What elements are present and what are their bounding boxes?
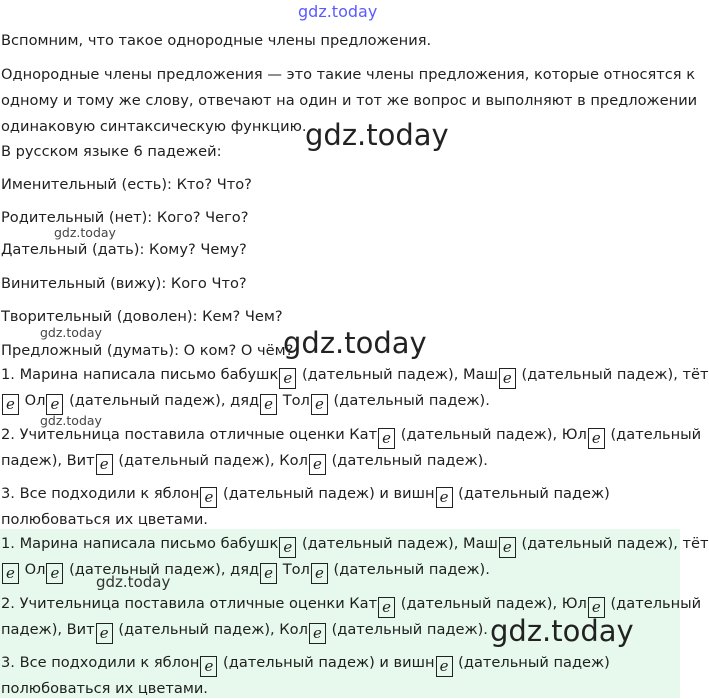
answer-letter-box: е <box>499 368 516 389</box>
answer-sentence-2-line-1: 2. Учительница поставила отличные оценки Кат е (дательный падеж), Юл е (дательный <box>1 595 702 616</box>
answer-letter-box: е <box>2 394 19 415</box>
case-nominative: Именительный (есть): Кто? Что? <box>1 176 252 193</box>
answer-letter-box: е <box>96 454 113 475</box>
answer-letter-box: е <box>311 394 328 415</box>
answer-letter-box: е <box>200 487 217 508</box>
watermark: gdz.today <box>54 225 116 240</box>
case-genitive: Родительный (нет): Кого? Чего? <box>1 209 249 226</box>
answer-letter-box: е <box>46 394 63 415</box>
watermark-top: gdz.today <box>298 2 378 21</box>
task-sentence-1-line-1: 1. Марина написала письмо бабушк е (дательный падеж), Маш е (дательный падеж), тёт <box>1 366 709 387</box>
answer-letter-box: е <box>279 368 296 389</box>
answer-letter-box: е <box>588 428 605 449</box>
watermark: gdz.today <box>283 326 427 360</box>
answer-letter-box: е <box>200 656 217 677</box>
answer-letter-box: е <box>309 623 326 644</box>
answer-letter-box: е <box>279 537 296 558</box>
answer-sentence-1-line-1: 1. Марина написала письмо бабушк е (дательный падеж), Маш е (дательный падеж), тёт <box>1 535 709 556</box>
case-accusative: Винительный (вижу): Кого Что? <box>1 275 247 292</box>
watermark: gdz.today <box>40 325 102 340</box>
task-sentence-2-line-1: 2. Учительница поставила отличные оценки Кат е (дательный падеж), Юл е (дательный <box>1 426 702 447</box>
answer-sentence-2-line-2: падеж), Вит е (дательный падеж), Кол е (дательный падеж). <box>1 621 488 642</box>
answer-sentence-1-line-2: е Ол е (дательный падеж), дяд е Тол е (дательный падеж). <box>1 560 490 584</box>
answer-letter-box: е <box>311 563 328 584</box>
task-sentence-2-line-2: падеж), Вит е (дательный падеж), Кол е (дательный падеж). <box>1 452 488 473</box>
intro-line-2: Однородные члены предложения — это такие члены предложения, которые относятся к <box>1 66 696 83</box>
watermark: gdz.today <box>305 118 449 152</box>
answer-letter-box: е <box>309 454 326 475</box>
answer-letter-box: е <box>436 487 453 508</box>
intro-line-4: одинаковую синтаксическую функцию. <box>1 118 307 135</box>
answer-letter-box: е <box>46 563 63 584</box>
watermark: gdz.today <box>490 614 634 648</box>
answer-letter-box: е <box>436 656 453 677</box>
answer-letter-box: е <box>260 394 277 415</box>
case-prepositional: Предложный (думать): О ком? О чём? <box>1 342 294 359</box>
case-instrumental: Творительный (доволен): Кем? Чем? <box>1 308 283 325</box>
answer-sentence-3-line-2: полюбоваться их цветами. <box>1 680 208 697</box>
intro-line-3: одному и тому же слову, отвечают на один и тот же вопрос и выполняют в предложении <box>1 92 698 109</box>
intro-line-5: В русском языке 6 падежей: <box>1 143 222 160</box>
answer-letter-box: е <box>378 428 395 449</box>
task-sentence-1-line-2: е Ол е (дательный падеж), дяд е Тол е (дательный падеж). <box>1 391 490 415</box>
answer-letter-box: е <box>588 597 605 618</box>
answer-sentence-3-line-1: 3. Все подходили к яблон е (дательный падеж) и вишн е (дательный падеж) <box>1 654 610 675</box>
task-sentence-3-line-1: 3. Все подходили к яблон е (дательный падеж) и вишн е (дательный падеж) <box>1 485 610 506</box>
watermark: gdz.today <box>40 413 102 428</box>
answer-letter-box: е <box>2 563 19 584</box>
answer-letter-box: е <box>378 597 395 618</box>
answer-letter-box: е <box>96 623 113 644</box>
intro-line-1: Вспомним, что такое однородные члены предложения. <box>1 32 432 49</box>
answer-letter-box: е <box>499 537 516 558</box>
watermark: gdz.today <box>96 573 171 591</box>
answer-letter-box: е <box>260 563 277 584</box>
case-dative: Дательный (дать): Кому? Чему? <box>1 241 247 258</box>
task-sentence-3-line-2: полюбоваться их цветами. <box>1 511 208 528</box>
